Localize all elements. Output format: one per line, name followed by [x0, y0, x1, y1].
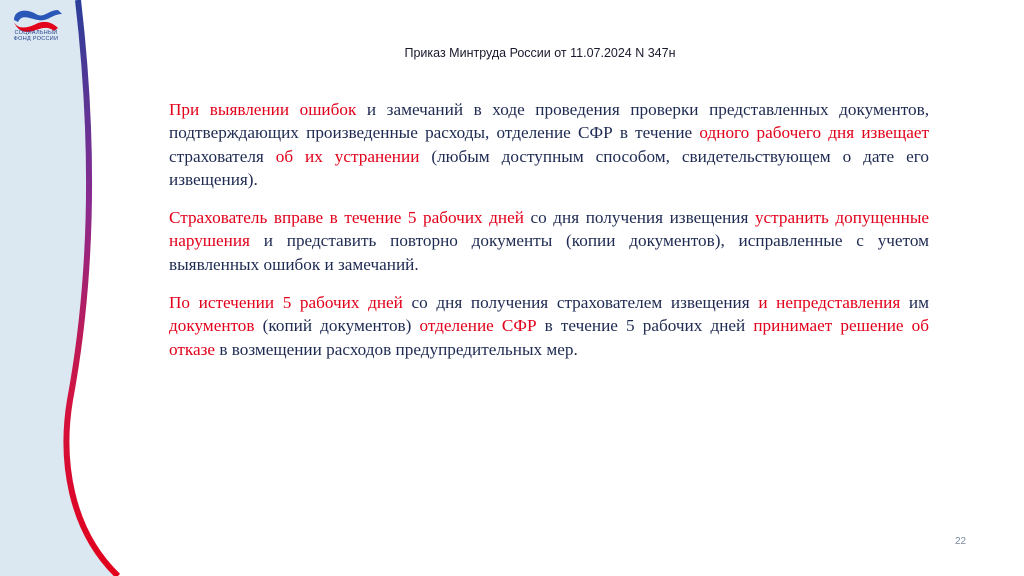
- highlighted-text: Страхователь вправе в течение 5 рабочих дней: [169, 208, 524, 228]
- left-band: [0, 0, 118, 576]
- body-text: в возмещении расходов предупредительных мер.: [215, 339, 578, 359]
- slide-title: Приказ Минтруда России от 11.07.2024 N 347н: [404, 46, 676, 60]
- page-number: 22: [955, 536, 967, 547]
- body-text: в течение 5 рабочих дней: [536, 316, 754, 336]
- body-text: и представить повторно документы (копии документов), исправленные с учетом выявленных ошибок и замечаний.: [169, 231, 929, 274]
- paragraph-3: [169, 291, 929, 361]
- logo-caption-line1: СОЦИАЛЬНЫЙ: [14, 30, 58, 36]
- body-text: им: [900, 293, 930, 313]
- body-text: со дня получения страхователем извещения: [402, 293, 759, 313]
- logo-caption-line2: ФОНД РОССИИ: [13, 36, 59, 42]
- logo-caption: [5, 30, 67, 42]
- highlighted-text: По истечении 5 рабочих дней: [169, 293, 403, 313]
- left-decoration: [0, 0, 130, 576]
- highlighted-text: документов: [169, 316, 255, 336]
- highlighted-text: об их устранении: [275, 146, 420, 166]
- body-text: (копий документов): [254, 316, 420, 336]
- highlighted-text: принимает решение об отказе: [169, 316, 929, 359]
- slide-body: [169, 98, 929, 376]
- body-text: страхователя: [169, 146, 276, 166]
- highlighted-text: устранить допущенные нарушения: [169, 208, 929, 251]
- body-text: (любым доступным способом, свидетельствующем о дате его извещения).: [169, 146, 929, 189]
- highlighted-text: и непредставления: [758, 293, 901, 313]
- highlighted-text: одного рабочего дня извещает: [699, 123, 929, 143]
- body-text: со дня получения извещения: [523, 208, 755, 228]
- paragraph-1: [169, 98, 929, 191]
- highlighted-text: отделение СФР: [419, 316, 537, 336]
- paragraph-2: [169, 206, 929, 276]
- highlighted-text: При выявлении ошибок: [169, 100, 357, 119]
- body-text: и замечаний в ходе проведения проверки представленных документов, подтверждающих произведенные расходы, отделение СФР в течение: [169, 100, 929, 143]
- sfr-logo-icon: [4, 4, 68, 50]
